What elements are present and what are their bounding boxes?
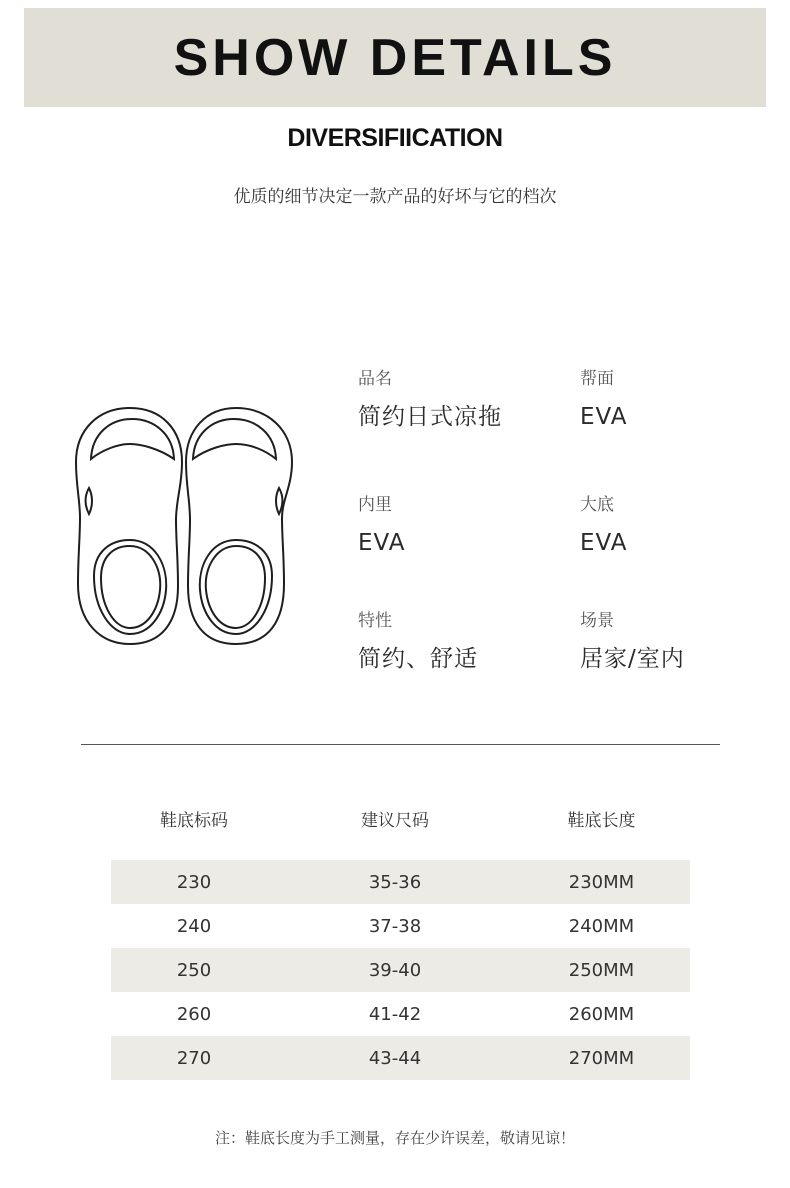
header-sole-code: 鞋底标码	[160, 810, 228, 831]
spec-lining	[358, 494, 406, 558]
cell-sole-code: 250	[176, 959, 212, 981]
spec-features	[358, 610, 478, 674]
table-row	[111, 904, 690, 948]
spec-value: EVA	[580, 404, 628, 430]
cell-sole-length: 240MM	[568, 915, 635, 937]
spec-value: 简约、舒适	[358, 646, 478, 672]
spec-product-name	[358, 368, 502, 432]
left-sandal	[76, 408, 182, 644]
sandal-illustration	[70, 400, 310, 656]
cell-suggested-size: 41-42	[368, 1003, 422, 1025]
cell-sole-code: 240	[176, 915, 212, 937]
cell-suggested-size: 39-40	[368, 959, 422, 981]
size-table	[111, 796, 690, 1080]
cell-suggested-size: 35-36	[368, 871, 422, 893]
right-sandal	[186, 408, 292, 644]
spec-scene	[580, 610, 685, 674]
spec-value: EVA	[580, 530, 628, 556]
cell-sole-code: 270	[176, 1047, 212, 1069]
header-banner	[24, 8, 766, 107]
size-table-header	[111, 796, 690, 840]
spec-value: EVA	[358, 530, 406, 556]
spec-label: 内里	[358, 495, 392, 515]
spec-value: 居家/室内	[580, 646, 685, 672]
spec-outsole	[580, 494, 628, 558]
spec-label: 特性	[358, 611, 392, 631]
header-suggested-size: 建议尺码	[361, 810, 429, 831]
page-title: SHOW DETAILS	[173, 28, 617, 87]
table-row	[111, 860, 690, 904]
measurement-note: 注：鞋底长度为手工测量，存在少许误差，敬请见谅！	[214, 1129, 575, 1147]
spec-upper	[580, 368, 628, 432]
cell-sole-length: 250MM	[568, 959, 635, 981]
cell-sole-length: 230MM	[568, 871, 635, 893]
table-row	[111, 1036, 690, 1080]
header-sole-length: 鞋底长度	[567, 810, 636, 831]
cell-sole-code: 230	[176, 871, 212, 893]
cell-suggested-size: 43-44	[368, 1047, 422, 1069]
spec-label: 场景	[580, 611, 614, 631]
spec-value: 简约日式凉拖	[358, 404, 502, 430]
tagline: 优质的细节决定一款产品的好坏与它的档次	[233, 187, 557, 207]
cell-sole-code: 260	[176, 1003, 212, 1025]
cell-sole-length: 260MM	[568, 1003, 635, 1025]
cell-suggested-size: 37-38	[368, 915, 422, 937]
section-subtitle: DIVERSIFIICATION	[287, 124, 503, 152]
section-divider	[81, 744, 720, 745]
spec-label: 帮面	[580, 369, 614, 389]
cell-sole-length: 270MM	[568, 1047, 635, 1069]
spec-label: 大底	[580, 495, 614, 515]
table-row	[111, 992, 690, 1036]
table-row	[111, 948, 690, 992]
spec-label: 品名	[358, 369, 392, 389]
